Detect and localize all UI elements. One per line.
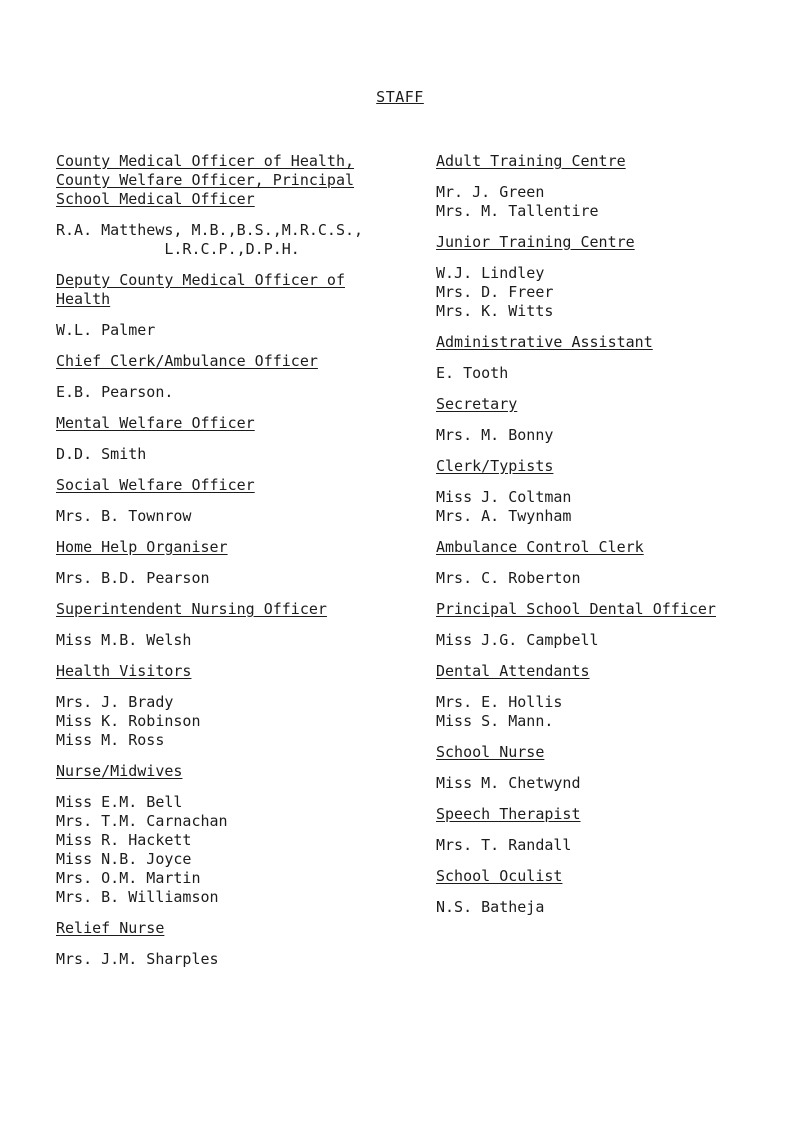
staff-name: Mrs. D. Freer [436, 283, 554, 301]
staff-name: Miss J. Coltman [436, 488, 572, 506]
section-heading: Principal School Dental Officer [436, 600, 716, 618]
staff-names [436, 364, 796, 383]
section-heading: Junior Training Centre [436, 233, 635, 251]
staff-name: D.D. Smith [56, 445, 147, 463]
staff-names [436, 836, 796, 855]
staff-name: W.L. Palmer [56, 321, 156, 339]
staff-name: Miss M. Ross [56, 731, 165, 749]
staff-name: N.S. Batheja [436, 898, 545, 916]
staff-section [56, 762, 416, 907]
section-heading: County Medical Officer of Health, [56, 152, 355, 170]
staff-section [56, 538, 416, 588]
staff-name: E.B. Pearson. [56, 383, 174, 401]
section-heading: County Welfare Officer, Principal [56, 171, 355, 189]
staff-name: Miss M.B. Welsh [56, 631, 192, 649]
staff-name: W.J. Lindley [436, 264, 545, 282]
staff-names [436, 569, 796, 588]
staff-names [56, 693, 416, 750]
section-heading: Ambulance Control Clerk [436, 538, 644, 556]
section-heading: Nurse/Midwives [56, 762, 183, 780]
staff-section [436, 600, 796, 650]
staff-section [56, 152, 416, 259]
staff-name: Miss E.M. Bell [56, 793, 183, 811]
staff-name: E. Tooth [436, 364, 509, 382]
staff-name: Miss J.G. Campbell [436, 631, 599, 649]
section-heading: Relief Nurse [56, 919, 165, 937]
staff-name: L.R.C.P.,D.P.H. [56, 240, 300, 258]
staff-name: Mrs. J. Brady [56, 693, 174, 711]
staff-names [56, 445, 416, 464]
section-heading: Deputy County Medical Officer of [56, 271, 345, 289]
staff-section [436, 395, 796, 445]
staff-section [436, 662, 796, 731]
staff-section [436, 233, 796, 321]
section-heading: School Nurse [436, 743, 545, 761]
page-title: STAFF [376, 88, 424, 106]
staff-section [56, 271, 416, 340]
staff-names [436, 264, 796, 321]
staff-names [436, 693, 796, 731]
staff-name: Mrs. A. Twynham [436, 507, 572, 525]
staff-section [56, 919, 416, 969]
staff-name: Mrs. B. Williamson [56, 888, 219, 906]
staff-name: Miss K. Robinson [56, 712, 201, 730]
staff-section [56, 476, 416, 526]
right-column [436, 152, 796, 929]
staff-section [436, 538, 796, 588]
section-heading: Secretary [436, 395, 518, 413]
staff-names [56, 631, 416, 650]
section-heading: School Medical Officer [56, 190, 255, 208]
staff-name: Miss N.B. Joyce [56, 850, 192, 868]
left-column [56, 152, 416, 981]
staff-names [436, 774, 796, 793]
staff-name: Mrs. B.D. Pearson [56, 569, 210, 587]
staff-section [436, 152, 796, 221]
staff-names [56, 507, 416, 526]
staff-name: Miss R. Hackett [56, 831, 192, 849]
staff-section [56, 600, 416, 650]
staff-name: Mrs. J.M. Sharples [56, 950, 219, 968]
staff-section [436, 457, 796, 526]
staff-names [56, 321, 416, 340]
section-heading: Dental Attendants [436, 662, 590, 680]
staff-name: Mrs. C. Roberton [436, 569, 581, 587]
staff-names [436, 426, 796, 445]
staff-section [436, 805, 796, 855]
staff-name: Mrs. T.M. Carnachan [56, 812, 228, 830]
section-heading: Administrative Assistant [436, 333, 653, 351]
staff-name: Mrs. M. Bonny [436, 426, 554, 444]
staff-section [56, 414, 416, 464]
staff-name: Miss S. Mann. [436, 712, 554, 730]
section-heading: Adult Training Centre [436, 152, 626, 170]
section-heading: School Oculist [436, 867, 563, 885]
staff-name: Mrs. B. Townrow [56, 507, 192, 525]
section-heading: Chief Clerk/Ambulance Officer [56, 352, 318, 370]
staff-name: Mrs. E. Hollis [436, 693, 563, 711]
section-heading: Mental Welfare Officer [56, 414, 255, 432]
staff-names [56, 221, 416, 259]
staff-name: R.A. Matthews, M.B.,B.S.,M.R.C.S., [56, 221, 364, 239]
staff-section [436, 867, 796, 917]
staff-names [56, 793, 416, 907]
staff-name: Mrs. O.M. Martin [56, 869, 201, 887]
staff-names [436, 898, 796, 917]
staff-name: Mrs. T. Randall [436, 836, 572, 854]
section-heading: Social Welfare Officer [56, 476, 255, 494]
section-heading: Superintendent Nursing Officer [56, 600, 327, 618]
staff-section [56, 352, 416, 402]
staff-names [56, 569, 416, 588]
section-heading: Health Visitors [56, 662, 192, 680]
staff-names [56, 950, 416, 969]
section-heading: Clerk/Typists [436, 457, 554, 475]
staff-names [436, 183, 796, 221]
section-heading: Health [56, 290, 111, 308]
section-heading: Speech Therapist [436, 805, 581, 823]
staff-name: Mrs. M. Tallentire [436, 202, 599, 220]
staff-name: Miss M. Chetwynd [436, 774, 581, 792]
staff-name: Mr. J. Green [436, 183, 545, 201]
staff-section [436, 743, 796, 793]
staff-section [56, 662, 416, 750]
staff-section [436, 333, 796, 383]
staff-names [436, 488, 796, 526]
staff-name: Mrs. K. Witts [436, 302, 554, 320]
staff-names [56, 383, 416, 402]
staff-names [436, 631, 796, 650]
section-heading: Home Help Organiser [56, 538, 228, 556]
